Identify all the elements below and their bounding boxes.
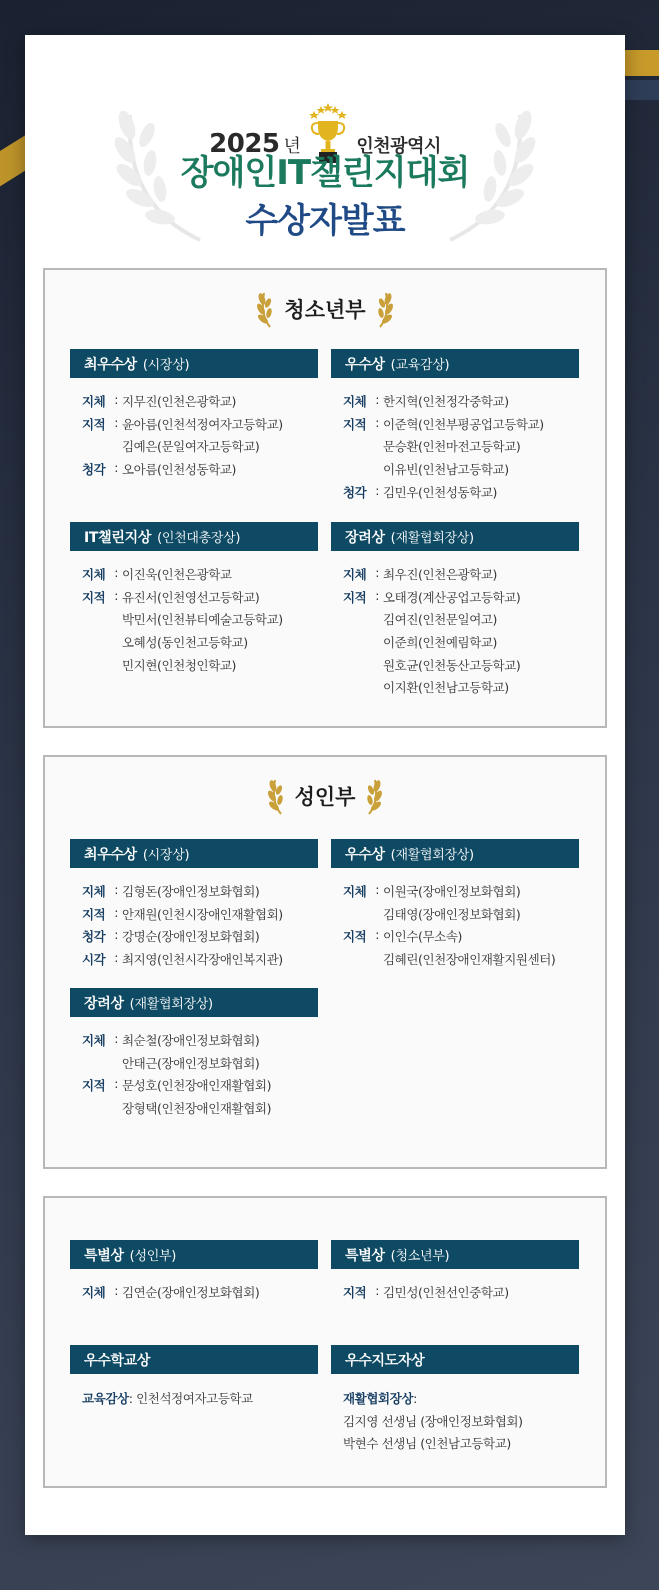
- winner-list: [70, 880, 318, 970]
- winner-list: [331, 880, 579, 970]
- award-source: 재활협회장상: [343, 1391, 414, 1407]
- winner-row: [82, 435, 318, 458]
- winner-name: 김민우(인천성동학교): [383, 484, 498, 500]
- category: 지적 :: [82, 587, 118, 605]
- winner-row: [82, 1052, 318, 1075]
- winner-list: [70, 563, 318, 676]
- winner-name: 박민서(인천뷰티예술고등학교): [122, 612, 283, 628]
- award-title-bar: [70, 1240, 318, 1269]
- winner-name: 지무진(인천은광학교): [122, 394, 237, 410]
- winner-list: [70, 1387, 318, 1410]
- award-block: [70, 1345, 318, 1410]
- award-block: [331, 1240, 579, 1304]
- award-label: 우수상: [345, 356, 385, 373]
- winner-name: 김태영(장애인정보화협회): [383, 906, 521, 922]
- award-label: 장려상: [345, 529, 385, 546]
- winner-name: 원호균(인천동산고등학교): [383, 657, 521, 673]
- winner-row: [343, 653, 579, 676]
- award-label: 최우수상: [84, 356, 137, 373]
- winner-name: 김혜린(인천장애인재활지원센터): [383, 952, 556, 968]
- winner-row: [343, 1410, 579, 1433]
- award-title-bar: [331, 1240, 579, 1269]
- award-title-bar: [331, 522, 579, 551]
- winner-row: [82, 586, 318, 609]
- section-title: 청소년부: [284, 298, 366, 322]
- award-title-bar: [70, 839, 318, 868]
- adult-division-panel: [43, 755, 607, 1169]
- winner-list: [70, 1281, 318, 1304]
- category: 지체 :: [343, 565, 379, 583]
- award-block: [70, 839, 318, 970]
- city: 인천광역시: [356, 136, 441, 157]
- winner-name: 이준희(인천예림학교): [383, 635, 498, 651]
- category: 지적 :: [82, 414, 118, 432]
- category: 지체 :: [343, 882, 379, 900]
- winner-row: [82, 1074, 318, 1097]
- winner-name: 오태경(계산공업고등학교): [383, 589, 521, 605]
- winner-name: 장형택(인천장애인재활협회): [122, 1101, 272, 1117]
- winner-row: [82, 1281, 318, 1304]
- winner-row: [343, 676, 579, 699]
- award-sub: (교육감상): [390, 358, 450, 373]
- category: 지체 :: [82, 882, 118, 900]
- category: 지체 :: [343, 392, 379, 410]
- winner-name: 한지혁(인천정각중학교): [383, 394, 509, 410]
- award-title-bar: [331, 839, 579, 868]
- award-block: [331, 1345, 579, 1455]
- winner-row: [82, 413, 318, 436]
- winner-name: 김형돈(장애인정보화협회): [122, 884, 260, 900]
- award-block: [70, 988, 318, 1119]
- winner-name: 김민성(인천선인중학교): [383, 1285, 509, 1301]
- award-label: 특별상: [84, 1247, 124, 1264]
- winner-row: [343, 880, 579, 903]
- award-label: 우수지도자상: [345, 1352, 425, 1369]
- winner-name: 최우진(인천은광학교): [383, 567, 498, 583]
- category: 청각 :: [343, 482, 379, 500]
- category: 지적 :: [343, 1283, 379, 1301]
- winner-row: [343, 586, 579, 609]
- winner-row: [343, 925, 579, 948]
- winner-name: 문승환(인천마전고등학교): [383, 439, 521, 455]
- year: 2025: [209, 129, 280, 159]
- winner-name: 오혜성(동인천고등학교): [122, 635, 248, 651]
- winner-list: [331, 1281, 579, 1304]
- winner-list: [70, 390, 318, 480]
- header: [25, 35, 625, 265]
- category: 지적 :: [343, 587, 379, 605]
- winner-row: [82, 903, 318, 926]
- award-label: 장려상: [84, 995, 124, 1012]
- winner-list: [331, 1387, 579, 1455]
- award-block: [331, 522, 579, 699]
- winner-row: [82, 1387, 318, 1410]
- award-block: [331, 839, 579, 970]
- category: 청각 :: [82, 927, 118, 945]
- award-label: 우수학교상: [84, 1352, 151, 1369]
- winner-name: 이지환(인천남고등학교): [383, 680, 509, 696]
- winner-row: [343, 458, 579, 481]
- award-title-bar: [70, 349, 318, 378]
- award-sub: (재활협회장상): [129, 997, 213, 1012]
- winner-row: [343, 903, 579, 926]
- wheat-icon: [254, 289, 276, 329]
- winner-name: 김여진(인천문일여고): [383, 612, 498, 628]
- award-sub: (시장상): [142, 358, 190, 373]
- winner-name: 이유빈(인천남고등학교): [383, 462, 509, 478]
- winner-name: 이원국(장애인정보화협회): [383, 884, 521, 900]
- award-sub: (재활협회장상): [390, 531, 474, 546]
- category: 지적 :: [343, 414, 379, 432]
- winner-name: 오아름(인천성동학교): [122, 462, 237, 478]
- youth-division-panel: [43, 268, 607, 728]
- award-sub: (성인부): [129, 1249, 176, 1264]
- winner-row: [82, 880, 318, 903]
- winner-name: 안재원(인천시장애인재활협회): [122, 906, 283, 922]
- winner-row: [343, 435, 579, 458]
- winner-name: 이준혁(인천부평공업고등학교): [383, 416, 544, 432]
- category: 시각 :: [82, 950, 118, 968]
- winner-row: [82, 948, 318, 971]
- winner-row: [343, 1281, 579, 1304]
- winner-row: [82, 1029, 318, 1052]
- award-title-bar: [331, 349, 579, 378]
- winner-row: [343, 390, 579, 413]
- category: 지적 :: [82, 904, 118, 922]
- winner-name: 최순철(장애인정보화협회): [122, 1033, 260, 1049]
- winner-name: 강명순(장애인정보화협회): [122, 929, 260, 945]
- winner-row: [343, 480, 579, 503]
- winner-row: [82, 390, 318, 413]
- winner-name: 안태근(장애인정보화협회): [122, 1055, 260, 1071]
- winner-row: [82, 563, 318, 586]
- background-navy-tab: [619, 80, 659, 100]
- category: 지적 :: [82, 1076, 118, 1094]
- award-title-bar: [70, 522, 318, 551]
- category: 지적 :: [343, 927, 379, 945]
- section-title: 성인부: [294, 785, 356, 809]
- section-header: [45, 284, 605, 334]
- colon-text: :: [413, 1390, 417, 1406]
- award-label: 최우수상: [84, 846, 137, 863]
- winner-name: 유진서(인천영선고등학교): [122, 589, 260, 605]
- year-suffix: 년: [283, 136, 301, 157]
- wheat-icon: [265, 776, 287, 816]
- winner-list: [331, 563, 579, 699]
- winner-list: [331, 390, 579, 503]
- winner-name: 이진욱(인천은광학교: [122, 567, 232, 583]
- award-block: [70, 1240, 318, 1304]
- award-block: [70, 522, 318, 676]
- winner-name: 김예은(문일여자고등학교): [122, 439, 260, 455]
- winner-row: [343, 948, 579, 971]
- winner-name: 김연순(장애인정보화협회): [122, 1285, 260, 1301]
- winner-row: [343, 631, 579, 654]
- category: 청각 :: [82, 460, 118, 478]
- category: 지체 :: [82, 565, 118, 583]
- winner-list: [70, 1029, 318, 1119]
- award-sub: (인천대총장상): [157, 531, 241, 546]
- award-label: 특별상: [345, 1247, 385, 1264]
- award-sub: (시장상): [142, 848, 190, 863]
- page-subtitle: 수상자발표: [245, 201, 405, 241]
- winner-row: [82, 1097, 318, 1120]
- background-gold-tab: [619, 50, 659, 76]
- winner-name: 최지영(인천시각장애인복지관): [122, 952, 283, 968]
- award-title-bar: [70, 988, 318, 1017]
- winner-row: [343, 1432, 579, 1455]
- winner-name: 윤아름(인천석정여자고등학교): [122, 416, 283, 432]
- award-label: 우수상: [345, 846, 385, 863]
- winner-name: 이인수(무소속): [383, 929, 463, 945]
- winner-row: [343, 1387, 579, 1410]
- winner-name: 김지영 선생님 (장애인정보화협회): [343, 1413, 523, 1429]
- winner-row: [343, 413, 579, 436]
- category: 지체 :: [82, 1283, 118, 1301]
- award-label: IT챌린지상: [84, 529, 152, 546]
- award-block: [331, 349, 579, 503]
- page-title: 장애인IT챌린지대회: [180, 153, 470, 193]
- award-block: [70, 349, 318, 480]
- category: 지체 :: [82, 392, 118, 410]
- award-title-bar: [70, 1345, 318, 1374]
- winner-name: 문성호(인천장애인재활협회): [122, 1078, 272, 1094]
- award-source: 교육감상: [82, 1391, 129, 1407]
- winner-row: [343, 563, 579, 586]
- section-header: [45, 771, 605, 821]
- winner-name: 박현수 선생님 (인천남고등학교): [343, 1436, 511, 1452]
- wheat-icon: [363, 776, 385, 816]
- award-title-bar: [331, 1345, 579, 1374]
- winner-row: [82, 925, 318, 948]
- winner-name: : 인천석정여자고등학교: [128, 1391, 253, 1407]
- category: 지체 :: [82, 1031, 118, 1049]
- winner-row: [82, 653, 318, 676]
- award-sub: (재활협회장상): [390, 848, 474, 863]
- announcement-card: [25, 35, 625, 1535]
- special-awards-panel: [43, 1196, 607, 1488]
- winner-name: 민지현(인천청인학교): [122, 657, 237, 673]
- wheat-icon: [374, 289, 396, 329]
- winner-row: [82, 631, 318, 654]
- award-sub: (청소년부): [390, 1249, 450, 1264]
- winner-row: [82, 458, 318, 481]
- winner-row: [343, 608, 579, 631]
- winner-row: [82, 608, 318, 631]
